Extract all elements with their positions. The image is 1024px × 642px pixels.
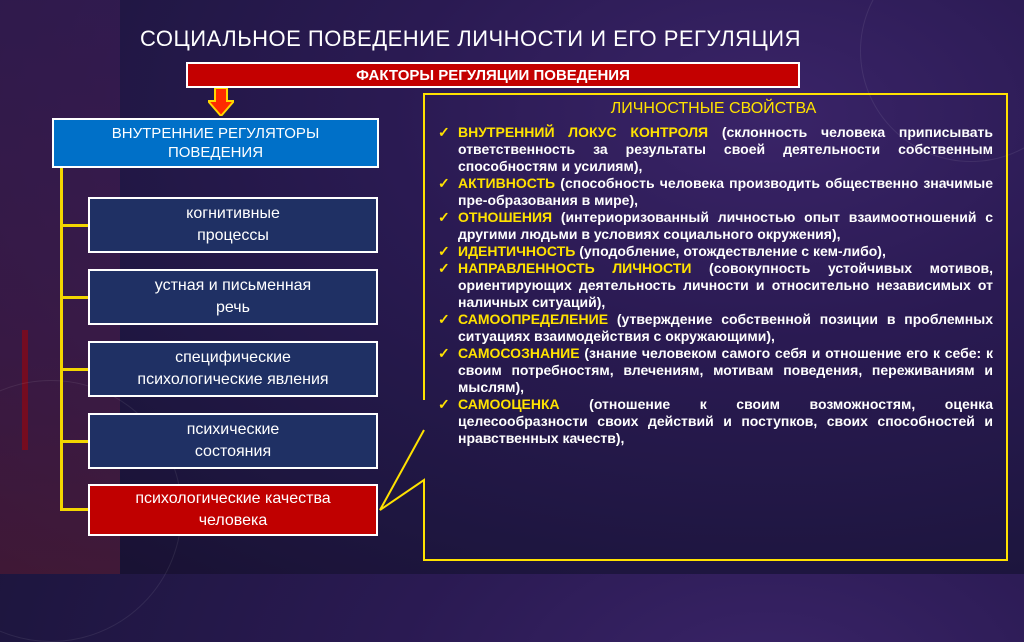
property-term: САМООПРЕДЕЛЕНИЕ (458, 311, 609, 327)
property-desc: (способность человека производить общественно значимые пре-образования в мире), (458, 175, 993, 208)
list-item (434, 311, 993, 345)
list-item (434, 260, 993, 311)
connector-vertical (60, 168, 63, 508)
property-term: ВНУТРЕННИЙ ЛОКУС КОНТРОЛЯ (458, 124, 709, 140)
list-item (434, 175, 993, 209)
regulator-item-speech (88, 269, 378, 325)
check-icon: ✓ (438, 260, 450, 276)
down-arrow-icon (208, 88, 234, 116)
property-term: АКТИВНОСТЬ (458, 175, 556, 191)
item-label-line1: устная и письменная (154, 277, 312, 294)
internal-regulators-line1: ВНУТРЕННИЕ РЕГУЛЯТОРЫ (111, 125, 320, 142)
item-label-line2: процессы (197, 227, 269, 244)
regulator-item-phenomena (88, 341, 378, 397)
item-label-line2: состояния (194, 443, 272, 460)
list-item (434, 345, 993, 396)
list-item (434, 209, 993, 243)
property-term: НАПРАВЛЕННОСТЬ ЛИЧНОСТИ (458, 260, 692, 276)
connector-branch (60, 440, 88, 443)
list-item (434, 124, 993, 175)
property-term: ОТНОШЕНИЯ (458, 209, 553, 225)
regulator-item-states (88, 413, 378, 469)
property-term: САМОСОЗНАНИЕ (458, 345, 580, 361)
check-icon: ✓ (438, 396, 450, 412)
check-icon: ✓ (438, 209, 450, 225)
check-icon: ✓ (438, 345, 450, 361)
check-icon: ✓ (438, 124, 450, 140)
internal-regulators-box (52, 118, 379, 168)
property-desc: (склонность человека приписывать ответственность за результаты своей деятельности собственным способностям и усилиям), (458, 124, 993, 174)
item-label-line1: когнитивные (186, 205, 280, 222)
panel-title: ЛИЧНОСТНЫЕ СВОЙСТВА (610, 100, 817, 117)
factors-header-label: ФАКТОРЫ РЕГУЛЯЦИИ ПОВЕДЕНИЯ (356, 66, 630, 84)
regulator-item-qualities (88, 484, 378, 536)
personal-properties-panel (424, 94, 1007, 560)
item-label-line1: психические (186, 421, 280, 438)
property-term: САМООЦЕНКА (458, 396, 560, 412)
list-item (434, 396, 993, 447)
property-term: ИДЕНТИЧНОСТЬ (458, 243, 576, 259)
property-desc: (отношение к своим возможностям, оценка целесообразности своих действий и поступков, своих способностей и нравственных качеств), (458, 396, 993, 446)
property-desc: (интериоризованный личностью опыт взаимоотношений с другими людьми в условиях социального окружения), (458, 209, 993, 242)
list-item (434, 243, 993, 260)
page-title: СОЦИАЛЬНОЕ ПОВЕДЕНИЕ ЛИЧНОСТИ И ЕГО РЕГУЛЯЦИЯ (140, 26, 801, 51)
item-label-line1: специфические (175, 349, 291, 366)
check-icon: ✓ (438, 311, 450, 327)
item-label-line2: речь (216, 299, 250, 316)
property-desc: (уподобление, отождествление с кем-либо), (575, 243, 886, 259)
regulator-item-cognitive (88, 197, 378, 253)
internal-regulators-line2: ПОВЕДЕНИЯ (167, 144, 264, 161)
item-label-line2: психологические явления (137, 371, 329, 388)
connector-branch (60, 508, 88, 511)
property-desc: (совокупность устойчивых мотивов, ориентирующих деятельность личности и относительно независимых от наличных ситуаций), (458, 260, 993, 310)
check-icon: ✓ (438, 243, 450, 259)
item-label-line2: человека (198, 512, 268, 529)
item-label-line1: психологические качества (135, 490, 331, 507)
property-desc: (знание человеком самого себя и отношение его к себе: к своим потребностям, влечениям, мотивам поведения, переживаниям и мыслям), (458, 345, 993, 395)
property-desc: (утверждение собственной позиции в проблемных ситуациях взаимодействия с окружающими), (458, 311, 993, 344)
connector-branch (60, 368, 88, 371)
connector-branch (60, 296, 88, 299)
connector-branch (60, 224, 88, 227)
check-icon: ✓ (438, 175, 450, 191)
properties-list (434, 124, 993, 447)
factors-header (186, 62, 800, 88)
